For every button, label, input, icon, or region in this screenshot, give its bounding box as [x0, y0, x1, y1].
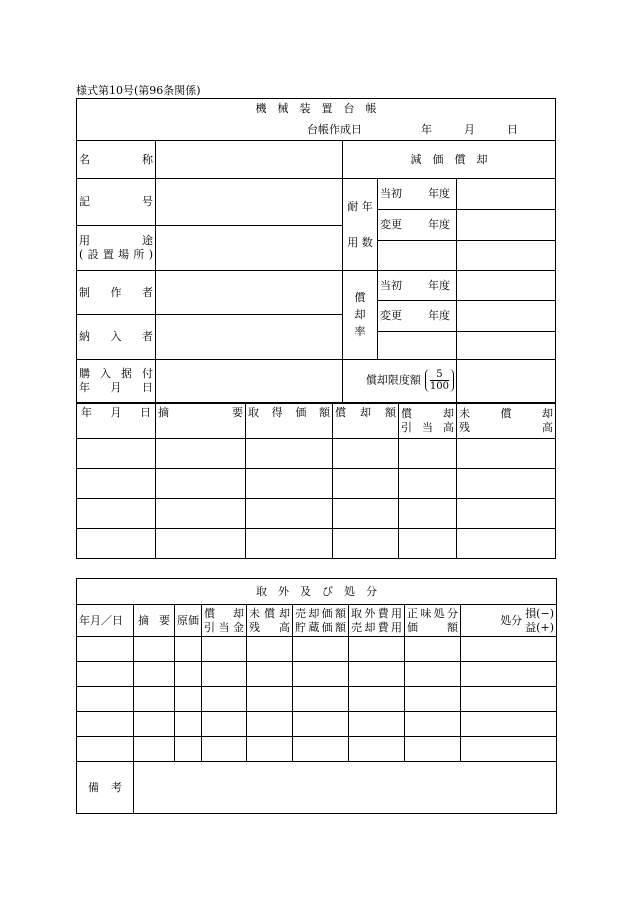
ledger-title: 機 械 装 置 台 帳: [77, 99, 556, 120]
cell[interactable]: [134, 737, 175, 762]
created-day[interactable]: 日: [507, 122, 518, 136]
cell[interactable]: [349, 737, 405, 762]
cell[interactable]: [293, 712, 349, 737]
form-caption: 様式第10号(第96条関係): [76, 84, 201, 97]
cell-depreciation[interactable]: [333, 499, 399, 529]
cell[interactable]: [134, 662, 175, 687]
cell-acquisition[interactable]: [246, 469, 333, 499]
cell-acquisition[interactable]: [246, 439, 333, 469]
disposal-col-net: 正 味 処 分 価 額: [405, 605, 461, 637]
cell-acquisition[interactable]: [246, 529, 333, 559]
cell[interactable]: [461, 637, 557, 662]
remarks-label: 備 考: [77, 762, 134, 814]
cell[interactable]: [202, 662, 247, 687]
name-field[interactable]: [156, 141, 343, 179]
rate-blank-value[interactable]: [457, 332, 556, 360]
cell-depreciation[interactable]: [333, 529, 399, 559]
cell[interactable]: [175, 662, 202, 687]
created-month[interactable]: 月: [464, 122, 475, 136]
life-blank-value[interactable]: [457, 241, 556, 271]
depreciation-limit-value[interactable]: [457, 360, 556, 403]
use-label: 用 途 (設置場所): [77, 226, 156, 271]
cell-undepreciated[interactable]: [457, 439, 556, 469]
created-date-label: 台帳作成日: [307, 122, 362, 136]
depreciation-limit-label: 償却限度額: [365, 373, 421, 387]
col-depreciation-header: 償 却 額: [333, 403, 399, 439]
disposal-col-profit-loss: 処分 損(−) 益(+): [461, 605, 557, 637]
disposal-row: [77, 687, 557, 712]
maker-field[interactable]: [156, 271, 343, 315]
disposal-row: [77, 737, 557, 762]
cell-undepreciated[interactable]: [457, 529, 556, 559]
cell[interactable]: [202, 712, 247, 737]
cell[interactable]: [134, 687, 175, 712]
life-changed-cell: 変更 年度: [378, 210, 457, 241]
rate-changed-cell: 変更 年度: [378, 301, 457, 332]
disposal-row: [77, 712, 557, 737]
table-row: [77, 439, 556, 469]
symbol-label: 記 号: [77, 179, 156, 226]
limit-fraction: $\frac{5}{100}$: [425, 369, 454, 392]
name-label: 名 称: [77, 141, 156, 179]
rate-initial-value[interactable]: [457, 271, 556, 301]
disposal-row: [77, 637, 557, 662]
disposal-table: [76, 578, 557, 814]
disposal-col-undepreciated: 未 償 却 残 高: [247, 605, 293, 637]
disposal-col-cost: 原価: [175, 605, 202, 637]
supplier-label: 納 入 者: [77, 315, 156, 360]
cell[interactable]: [247, 687, 293, 712]
cell[interactable]: [293, 687, 349, 712]
cell[interactable]: [77, 662, 134, 687]
cell[interactable]: [293, 662, 349, 687]
cell[interactable]: [175, 737, 202, 762]
rate-changed-value[interactable]: [457, 301, 556, 332]
cell[interactable]: [175, 687, 202, 712]
created-year[interactable]: 年: [421, 122, 432, 136]
depreciation-limit-cell: [343, 360, 457, 403]
cell[interactable]: [461, 662, 557, 687]
cell-date[interactable]: [77, 439, 156, 469]
col-summary-header: 摘 要: [156, 403, 246, 439]
rate-initial-cell: 当初 年度: [378, 271, 457, 301]
disposal-title: 取 外 及 び 処 分: [77, 579, 557, 605]
cell-undepreciated[interactable]: [457, 469, 556, 499]
cell-reserve[interactable]: [399, 529, 457, 559]
cell[interactable]: [175, 637, 202, 662]
cell[interactable]: [293, 737, 349, 762]
use-field[interactable]: [156, 226, 343, 271]
maker-label: 制 作 者: [77, 271, 156, 315]
cell[interactable]: [247, 712, 293, 737]
cell[interactable]: [349, 687, 405, 712]
useful-life-label: 耐 年 用 数: [343, 179, 378, 271]
disposal-row: [77, 662, 557, 687]
cell-undepreciated[interactable]: [457, 499, 556, 529]
symbol-field[interactable]: [156, 179, 343, 226]
depreciation-header: 減 価 償 却: [343, 141, 556, 179]
disposal-col-summary: 摘 要: [134, 605, 175, 637]
table-row: [77, 529, 556, 559]
cell[interactable]: [77, 687, 134, 712]
cell[interactable]: [405, 662, 461, 687]
disposal-col-removal: 取 外 費 用 売 却 費 用: [349, 605, 405, 637]
cell[interactable]: [405, 687, 461, 712]
cell-date[interactable]: [77, 469, 156, 499]
purchase-date-field[interactable]: [156, 360, 343, 403]
cell-summary[interactable]: [156, 439, 246, 469]
cell[interactable]: [349, 637, 405, 662]
cell[interactable]: [461, 737, 557, 762]
col-date-header: 年 月 日: [77, 403, 156, 439]
cell-summary[interactable]: [156, 469, 246, 499]
cell[interactable]: [405, 737, 461, 762]
col-undepreciated-header: 未 償 却 残 高: [457, 403, 556, 439]
rate-label: 償 却 率: [343, 271, 378, 360]
disposal-col-sale: 売 却 価 額 貯 蔵 価 額: [293, 605, 349, 637]
life-initial-value[interactable]: [457, 179, 556, 210]
cell[interactable]: [405, 712, 461, 737]
cell-acquisition[interactable]: [246, 499, 333, 529]
cell-summary[interactable]: [156, 529, 246, 559]
cell[interactable]: [134, 637, 175, 662]
cell[interactable]: [202, 637, 247, 662]
cell-depreciation[interactable]: [333, 439, 399, 469]
life-initial-cell: 当初 年度: [378, 179, 457, 210]
cell[interactable]: [349, 662, 405, 687]
location-label: (設置場所): [79, 248, 153, 261]
cell-reserve[interactable]: [399, 469, 457, 499]
cell[interactable]: [247, 637, 293, 662]
life-changed-value[interactable]: [457, 210, 556, 241]
cell[interactable]: [349, 712, 405, 737]
cell[interactable]: [77, 637, 134, 662]
cell-reserve[interactable]: [399, 439, 457, 469]
col-acquisition-header: 取 得 価 額: [246, 403, 333, 439]
cell[interactable]: [134, 712, 175, 737]
machine-ledger-table: [76, 98, 556, 559]
table-row: [77, 469, 556, 499]
disposal-col-reserve: 償 却 引 当 金: [202, 605, 247, 637]
cell-reserve[interactable]: [399, 499, 457, 529]
cell[interactable]: [247, 662, 293, 687]
col-reserve-header: 償 却 引 当 高: [399, 403, 457, 439]
cell[interactable]: [175, 712, 202, 737]
cell-date[interactable]: [77, 499, 156, 529]
life-blank-cell[interactable]: [378, 241, 457, 271]
cell[interactable]: [77, 737, 134, 762]
cell-summary[interactable]: [156, 499, 246, 529]
cell[interactable]: [202, 687, 247, 712]
cell[interactable]: [202, 737, 247, 762]
cell[interactable]: [77, 712, 134, 737]
cell[interactable]: [247, 737, 293, 762]
disposal-col-date: 年月／日: [77, 605, 134, 637]
cell-depreciation[interactable]: [333, 469, 399, 499]
cell[interactable]: [461, 712, 557, 737]
cell[interactable]: [293, 637, 349, 662]
table-row: [77, 499, 556, 529]
cell[interactable]: [405, 637, 461, 662]
remarks-field[interactable]: [134, 762, 557, 814]
rate-blank-cell[interactable]: [378, 332, 457, 360]
cell[interactable]: [461, 687, 557, 712]
purchase-label: 購 入 据 付 年 月 日: [77, 360, 156, 403]
ledger-created-row: [77, 120, 556, 141]
cell-date[interactable]: [77, 529, 156, 559]
supplier-field[interactable]: [156, 315, 343, 360]
